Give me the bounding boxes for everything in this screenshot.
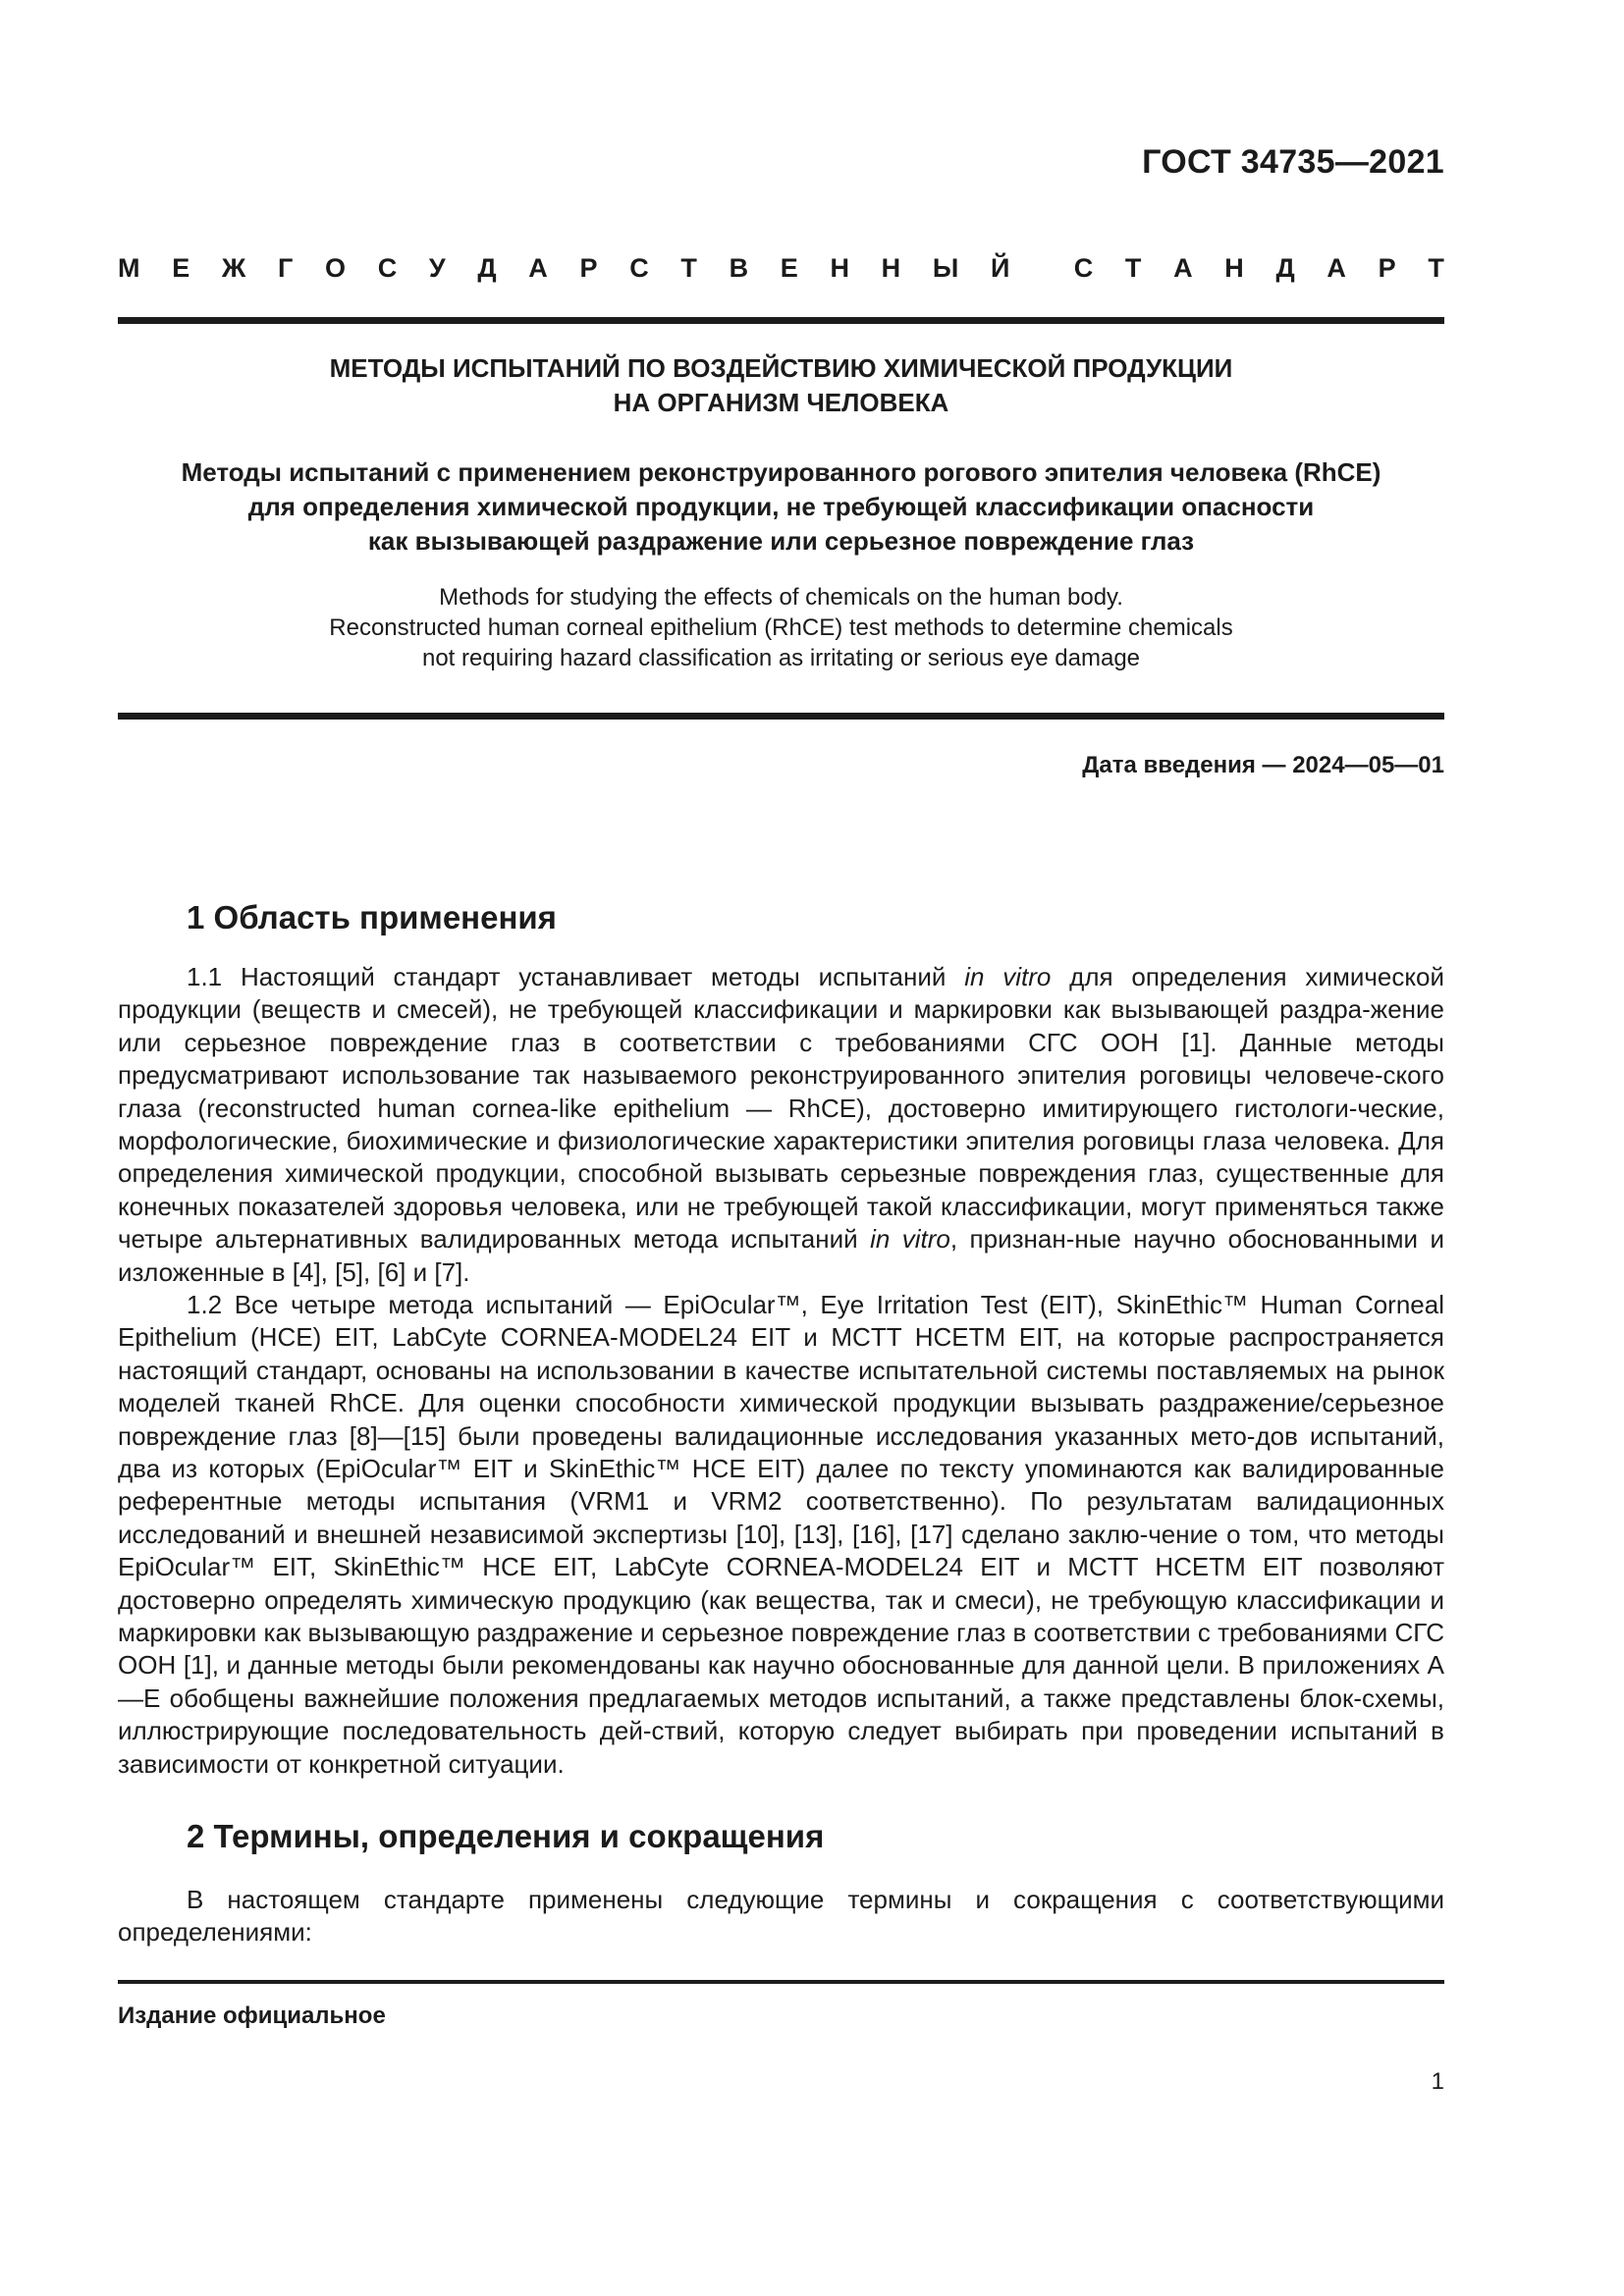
english-title-line: Methods for studying the effects of chemicals on the human body. — [439, 584, 1123, 611]
standard-letter: С — [629, 253, 649, 283]
document-subtitle — [118, 455, 1444, 559]
paragraph-text: для определения химической продукции (веществ и смесей), не требующей классификации и маркировки как вызывающей раздра-жение или серьезное повреждение глаз в соответствии с требованиями СГС ООН [1]. Данные методы предусматривают использование так называемого реконструированного эпителия роговицы человече-ского глаза (reconstructed human cornea-like epithelium — RhCE), достоверно имитирующего гистологи-ческие, морфологические, биохимические и физиологические характеристики эпителия роговицы глаза человека. Для определения химической продукции, способной вызывать серьезные повреждения глаз, существенные для конечных показателей здоровья человека, или не требующей такой классификации, могут применяться также четыре альтернативных валидированных метода испытаний — [118, 962, 1445, 1255]
standard-letter: Р — [1378, 253, 1396, 283]
paragraph-text: , признан-ные научно обоснованными и изложенные в [4], [5], [6] и [7]. — [118, 1224, 1444, 1287]
standard-letter: А — [528, 253, 548, 283]
official-edition-label: Издание официальное — [118, 2002, 386, 2029]
subtitle-line: как вызывающей раздражение или серьезное повреждение глаз — [367, 526, 1195, 556]
standard-letter: Е — [780, 253, 798, 283]
standard-letter: Р — [579, 253, 598, 283]
standard-letter: А — [1173, 253, 1193, 283]
standard-letter: Т — [1124, 253, 1142, 283]
paragraph-text: 1.1 Настоящий стандарт устанавливает методы испытаний — [187, 962, 965, 991]
header-rule — [118, 317, 1444, 324]
standard-letter: Д — [1275, 253, 1295, 283]
standard-letter: У — [428, 253, 446, 283]
footer-rule — [118, 1980, 1444, 1984]
title-line: НА ОРГАНИЗМ ЧЕЛОВЕКА — [613, 388, 949, 417]
standard-type-label — [118, 253, 1444, 284]
standard-letter: Ы — [932, 253, 959, 283]
paragraph-1-2: 1.2 Все четыре метода испытаний — EpiOcular™, Eye Irritation Test (EIT), SkinEthic™ Human Corneal Epithelium (HCE) EIT, LabCyte CORNEA-MODEL24 EIT и MCTT HCETM EIT, на которые распространяется настоящий стандарт, основаны на использовании в качестве испытательной системы поставляемых на рынок моделей тканей RhCE. Для оценки способности химической продукции вызывать раздражение/серьезное повреждение глаз [8]—[15] были проведены валидационные исследования указанных мето-дов испытаний, два из которых (EpiOcular™ EIT и SkinEthic™ HCE EIT) далее по тексту упоминаются как валидированные референтные методы испытания (VRM1 и VRM2 соответственно). По результатам валидационных исследований и внешней независимой экспертизы [10], [13], [16], [17] сделано заклю-чение о том, что методы EpiOcular™ EIT, SkinEthic™ HCE EIT, LabCyte CORNEA-MODEL24 EIT и MCTT HCETM EIT позволяют достоверно определять химическую продукцию (как вещества, так и смеси), не требующую классификации и маркировки как вызывающую раздражение и серьезное повреждение глаз в соответствии с требованиями СГС ООН [1], и данные методы были рекомендованы как научно обоснованные для данной цели. В приложениях А—Е обобщены важнейшие положения предлагаемых методов испытаний, а также представлены блок-схемы, иллюстрирующие последовательность дей-ствий, которую следует выбирать при проведении испытаний в зависимости от конкретной ситуации. — [118, 1290, 1444, 1779]
standard-letter: А — [1326, 253, 1346, 283]
standard-letter: Н — [1224, 253, 1244, 283]
title-line: МЕТОДЫ ИСПЫТАНИЙ ПО ВОЗДЕЙСТВИЮ ХИМИЧЕСКОЙ ПРОДУКЦИИ — [329, 353, 1233, 383]
standard-letter: Т — [680, 253, 697, 283]
paragraph-2-intro: В настоящем стандарте применены следующие термины и сокращения с соответствующими определениями: — [118, 1885, 1444, 1948]
standard-letter: Н — [881, 253, 901, 283]
page-number: 1 — [1431, 2068, 1444, 2095]
italic-term: in vitro — [870, 1224, 950, 1255]
introduction-date: Дата введения — 2024—05—01 — [1082, 752, 1444, 778]
section-heading-scope: 1 Область применения — [187, 899, 557, 935]
subtitle-line: для определения химической продукции, не требующей классификации опасности — [247, 492, 1315, 521]
standard-letter: Ж — [221, 253, 246, 283]
english-title — [118, 582, 1444, 673]
standard-letter: Н — [830, 253, 849, 283]
standard-letter: В — [729, 253, 749, 283]
section-heading-terms: 2 Термины, определения и сокращения — [187, 1818, 825, 1854]
paragraph-1-1 — [118, 961, 1444, 1289]
standard-letter: Г — [277, 253, 294, 283]
english-title-line: not requiring hazard classification as irritating or serious eye damage — [421, 645, 1141, 671]
english-title-line: Reconstructed human corneal epithelium (RhCE) test methods to determine chemicals — [329, 614, 1233, 641]
standard-letter: С — [377, 253, 398, 283]
standard-letter: Й — [990, 253, 1010, 283]
standard-letter: Е — [172, 253, 190, 283]
subtitle-line: Методы испытаний с применением реконструированного рогового эпителия человека (RhCE) — [181, 457, 1381, 487]
standard-letter: С — [1073, 253, 1094, 283]
document-title — [118, 351, 1444, 420]
standard-letter: Д — [477, 253, 497, 283]
standard-letter: М — [118, 253, 140, 283]
standard-letter: О — [324, 253, 346, 283]
gost-number: ГОСТ 34735—2021 — [1142, 143, 1444, 181]
title-rule — [118, 713, 1444, 720]
italic-term: in vitro — [964, 962, 1052, 991]
standard-letter: Т — [1428, 253, 1444, 283]
